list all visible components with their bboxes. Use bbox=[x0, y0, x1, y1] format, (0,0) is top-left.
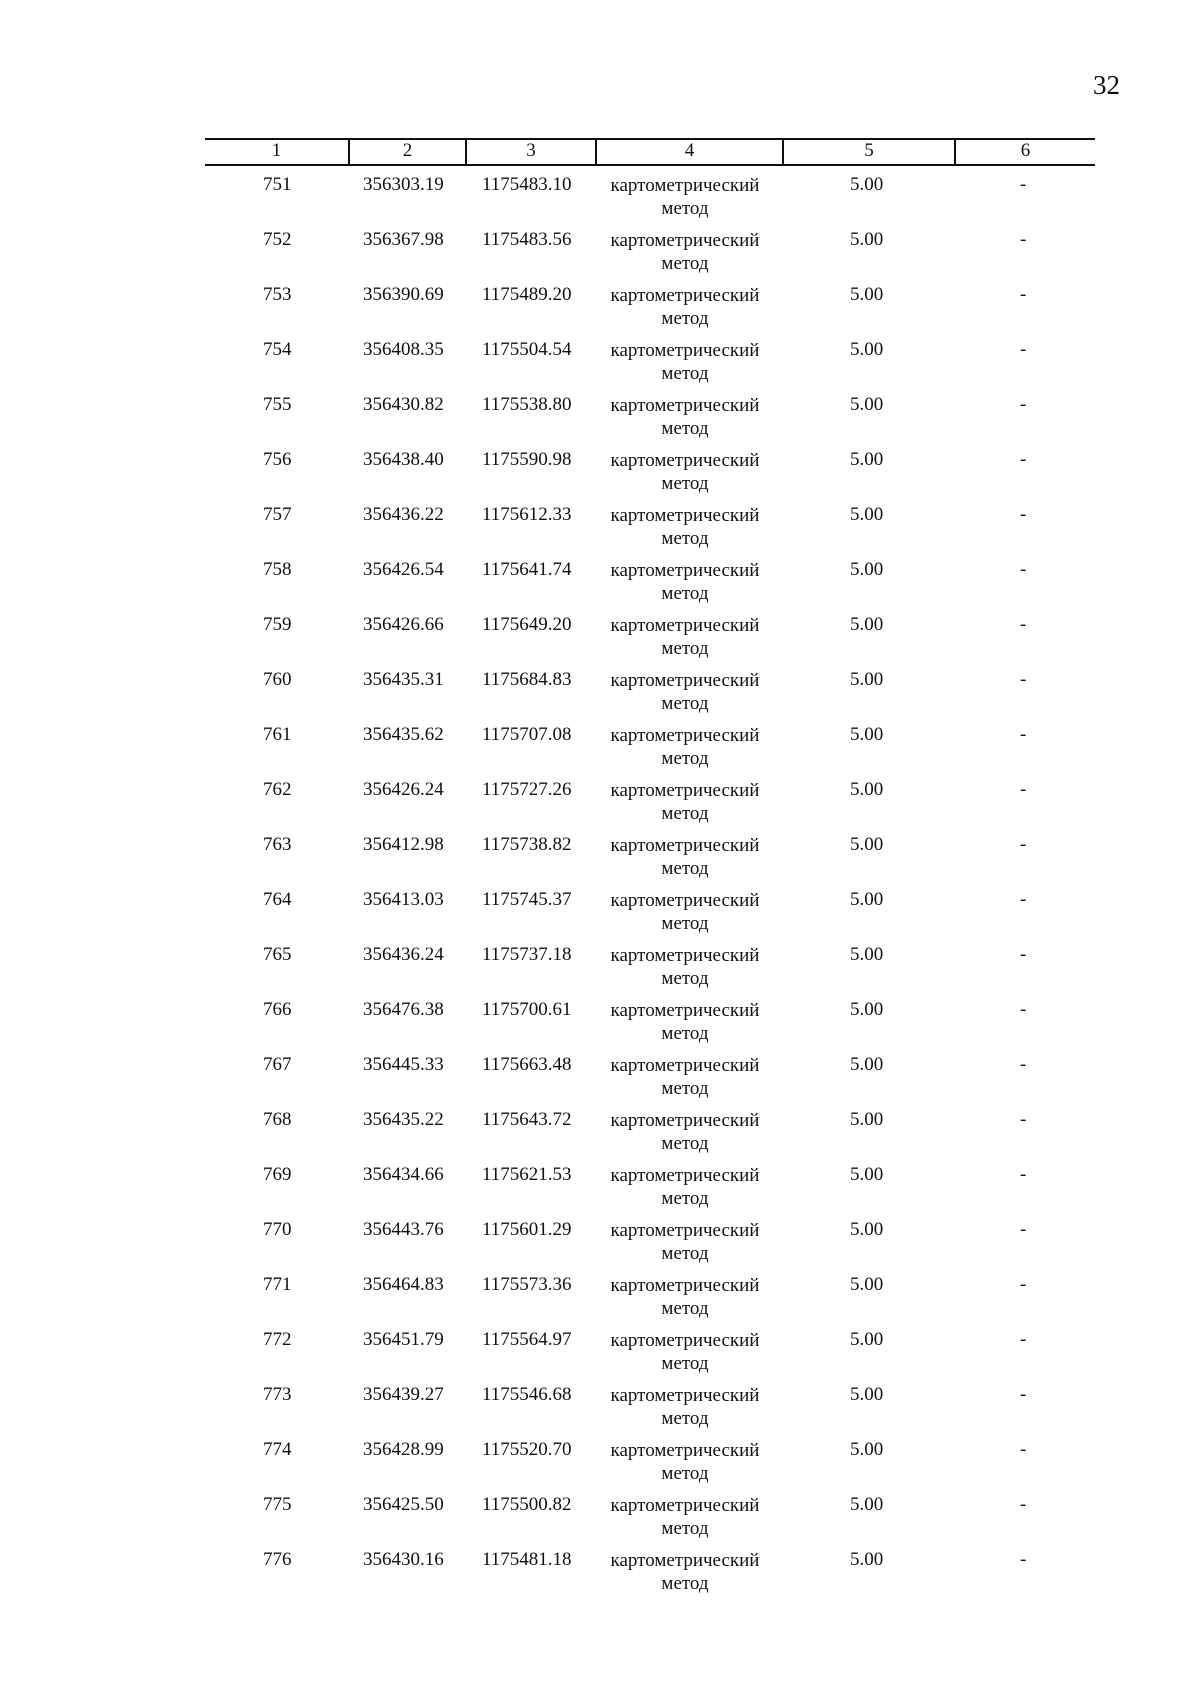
point-number: 761 bbox=[263, 724, 292, 745]
extra-value: - bbox=[1020, 559, 1027, 580]
accuracy-value: 5.00 bbox=[850, 614, 884, 635]
table-row bbox=[205, 1162, 1095, 1217]
table-row bbox=[205, 612, 1095, 667]
table-row bbox=[205, 227, 1095, 282]
extra-value: - bbox=[1020, 614, 1027, 635]
coordinate-y: 1175601.29 bbox=[482, 1219, 572, 1240]
point-number: 765 bbox=[263, 944, 292, 965]
accuracy-value: 5.00 bbox=[850, 1219, 884, 1240]
accuracy-value: 5.00 bbox=[850, 724, 884, 745]
accuracy-value: 5.00 bbox=[850, 1494, 884, 1515]
method-line-2: метод bbox=[661, 308, 709, 329]
coordinate-x: 356303.19 bbox=[363, 174, 444, 195]
method-line-2: метод bbox=[661, 1518, 709, 1539]
accuracy-value: 5.00 bbox=[850, 284, 884, 305]
coordinate-y: 1175483.10 bbox=[482, 174, 572, 195]
accuracy-value: 5.00 bbox=[850, 1384, 884, 1405]
method-line-2: метод bbox=[661, 363, 709, 384]
table-row bbox=[205, 1382, 1095, 1437]
accuracy-value: 5.00 bbox=[850, 944, 884, 965]
table-row bbox=[205, 667, 1095, 722]
method-line-1: картометрический bbox=[610, 1330, 760, 1351]
point-number: 760 bbox=[263, 669, 292, 690]
extra-value: - bbox=[1020, 1054, 1027, 1075]
method-line-2: метод bbox=[661, 803, 709, 824]
coordinate-y: 1175520.70 bbox=[482, 1439, 572, 1460]
coordinate-y: 1175745.37 bbox=[482, 889, 572, 910]
extra-value: - bbox=[1020, 394, 1027, 415]
coordinate-x: 356435.31 bbox=[363, 669, 444, 690]
method-line-2: метод bbox=[661, 1573, 709, 1594]
table-row bbox=[205, 392, 1095, 447]
coordinate-y: 1175483.56 bbox=[482, 229, 572, 250]
method-line-2: метод bbox=[661, 253, 709, 274]
method-line-1: картометрический bbox=[610, 1165, 760, 1186]
coordinate-y: 1175621.53 bbox=[482, 1164, 572, 1185]
point-number: 757 bbox=[263, 504, 292, 525]
point-number: 751 bbox=[263, 174, 292, 195]
coordinate-y: 1175590.98 bbox=[482, 449, 572, 470]
extra-value: - bbox=[1020, 1494, 1027, 1515]
table-row bbox=[205, 282, 1095, 337]
column-header-1: 1 bbox=[271, 140, 282, 161]
extra-value: - bbox=[1020, 944, 1027, 965]
coordinate-x: 356413.03 bbox=[363, 889, 444, 910]
coordinate-x: 356451.79 bbox=[363, 1329, 444, 1350]
extra-value: - bbox=[1020, 834, 1027, 855]
point-number: 770 bbox=[263, 1219, 292, 1240]
method-description bbox=[600, 1549, 770, 1595]
accuracy-value: 5.00 bbox=[850, 559, 884, 580]
point-number: 772 bbox=[263, 1329, 292, 1350]
page-number: 32 bbox=[1093, 70, 1120, 100]
coordinate-x: 356445.33 bbox=[363, 1054, 444, 1075]
table-row bbox=[205, 1327, 1095, 1382]
coordinate-y: 1175727.26 bbox=[482, 779, 572, 800]
extra-value: - bbox=[1020, 1109, 1027, 1130]
extra-value: - bbox=[1020, 449, 1027, 470]
method-line-1: картометрический bbox=[610, 560, 760, 581]
point-number: 768 bbox=[263, 1109, 292, 1130]
coordinate-x: 356434.66 bbox=[363, 1164, 444, 1185]
table-row bbox=[205, 832, 1095, 887]
coordinate-x: 356430.82 bbox=[363, 394, 444, 415]
method-line-2: метод bbox=[661, 1298, 709, 1319]
extra-value: - bbox=[1020, 174, 1027, 195]
method-line-1: картометрический bbox=[610, 945, 760, 966]
coordinate-x: 356426.24 bbox=[363, 779, 444, 800]
table-row bbox=[205, 1437, 1095, 1492]
point-number: 754 bbox=[263, 339, 292, 360]
method-line-2: метод bbox=[661, 1133, 709, 1154]
method-line-1: картометрический bbox=[610, 780, 760, 801]
accuracy-value: 5.00 bbox=[850, 174, 884, 195]
coordinate-x: 356408.35 bbox=[363, 339, 444, 360]
method-line-1: картометрический bbox=[610, 835, 760, 856]
coordinate-x: 356436.22 bbox=[363, 504, 444, 525]
extra-value: - bbox=[1020, 1439, 1027, 1460]
point-number: 769 bbox=[263, 1164, 292, 1185]
method-line-1: картометрический bbox=[610, 1000, 760, 1021]
method-line-2: метод bbox=[661, 198, 709, 219]
method-description bbox=[600, 394, 770, 440]
extra-value: - bbox=[1020, 284, 1027, 305]
accuracy-value: 5.00 bbox=[850, 779, 884, 800]
extra-value: - bbox=[1020, 724, 1027, 745]
coordinate-x: 356367.98 bbox=[363, 229, 444, 250]
method-description bbox=[600, 1219, 770, 1265]
table-row bbox=[205, 557, 1095, 612]
coordinate-y: 1175738.82 bbox=[482, 834, 572, 855]
method-description bbox=[600, 779, 770, 825]
extra-value: - bbox=[1020, 1384, 1027, 1405]
table-row bbox=[205, 1547, 1095, 1602]
coordinate-y: 1175504.54 bbox=[482, 339, 572, 360]
coordinate-y: 1175707.08 bbox=[482, 724, 572, 745]
point-number: 767 bbox=[263, 1054, 292, 1075]
coordinate-y: 1175573.36 bbox=[482, 1274, 572, 1295]
coordinate-y: 1175564.97 bbox=[482, 1329, 572, 1350]
accuracy-value: 5.00 bbox=[850, 1164, 884, 1185]
method-line-2: метод bbox=[661, 693, 709, 714]
method-line-2: метод bbox=[661, 968, 709, 989]
point-number: 763 bbox=[263, 834, 292, 855]
extra-value: - bbox=[1020, 999, 1027, 1020]
method-line-2: метод bbox=[661, 748, 709, 769]
accuracy-value: 5.00 bbox=[850, 394, 884, 415]
method-line-1: картометрический bbox=[610, 1055, 760, 1076]
column-header-6: 6 bbox=[954, 140, 1095, 164]
extra-value: - bbox=[1020, 669, 1027, 690]
method-line-2: метод bbox=[661, 583, 709, 604]
coordinate-y: 1175643.72 bbox=[482, 1109, 572, 1130]
table-body bbox=[205, 172, 1095, 1602]
accuracy-value: 5.00 bbox=[850, 834, 884, 855]
method-description bbox=[600, 999, 770, 1045]
accuracy-value: 5.00 bbox=[850, 889, 884, 910]
method-description bbox=[600, 1109, 770, 1155]
column-header-5: 5 bbox=[782, 140, 954, 164]
method-line-1: картометрический bbox=[610, 395, 760, 416]
accuracy-value: 5.00 bbox=[850, 504, 884, 525]
extra-value: - bbox=[1020, 1549, 1027, 1570]
table-row bbox=[205, 942, 1095, 997]
coordinate-y: 1175684.83 bbox=[482, 669, 572, 690]
method-line-1: картометрический bbox=[610, 230, 760, 251]
coordinate-x: 356412.98 bbox=[363, 834, 444, 855]
method-description bbox=[600, 174, 770, 220]
method-description bbox=[600, 1329, 770, 1375]
method-line-2: метод bbox=[661, 418, 709, 439]
table-row bbox=[205, 1272, 1095, 1327]
coordinate-x: 356436.24 bbox=[363, 944, 444, 965]
method-line-2: метод bbox=[661, 913, 709, 934]
table-row bbox=[205, 1107, 1095, 1162]
table-row bbox=[205, 172, 1095, 227]
method-line-2: метод bbox=[661, 1408, 709, 1429]
coordinate-x: 356438.40 bbox=[363, 449, 444, 470]
method-line-1: картометрический bbox=[610, 670, 760, 691]
coordinate-x: 356426.66 bbox=[363, 614, 444, 635]
point-number: 755 bbox=[263, 394, 292, 415]
method-description bbox=[600, 229, 770, 275]
extra-value: - bbox=[1020, 504, 1027, 525]
method-line-2: метод bbox=[661, 473, 709, 494]
accuracy-value: 5.00 bbox=[850, 449, 884, 470]
accuracy-value: 5.00 bbox=[850, 669, 884, 690]
method-line-1: картометрический bbox=[610, 615, 760, 636]
table-row bbox=[205, 447, 1095, 502]
coordinate-y: 1175489.20 bbox=[482, 284, 572, 305]
point-number: 774 bbox=[263, 1439, 292, 1460]
method-line-1: картометрический bbox=[610, 1550, 760, 1571]
method-description bbox=[600, 339, 770, 385]
method-line-1: картометрический bbox=[610, 340, 760, 361]
method-description bbox=[600, 559, 770, 605]
method-line-1: картометрический bbox=[610, 1495, 760, 1516]
extra-value: - bbox=[1020, 339, 1027, 360]
method-line-2: метод bbox=[661, 1243, 709, 1264]
coordinate-y: 1175649.20 bbox=[482, 614, 572, 635]
point-number: 752 bbox=[263, 229, 292, 250]
coordinate-x: 356443.76 bbox=[363, 1219, 444, 1240]
extra-value: - bbox=[1020, 779, 1027, 800]
method-line-2: метод bbox=[661, 1078, 709, 1099]
method-line-1: картометрический bbox=[610, 1220, 760, 1241]
coordinate-x: 356426.54 bbox=[363, 559, 444, 580]
table-row bbox=[205, 887, 1095, 942]
method-line-2: метод bbox=[661, 638, 709, 659]
method-description bbox=[600, 1164, 770, 1210]
point-number: 766 bbox=[263, 999, 292, 1020]
accuracy-value: 5.00 bbox=[850, 339, 884, 360]
coordinate-y: 1175612.33 bbox=[482, 504, 572, 525]
table-row bbox=[205, 722, 1095, 777]
method-line-1: картометрический bbox=[610, 1440, 760, 1461]
coordinate-x: 356390.69 bbox=[363, 284, 444, 305]
point-number: 758 bbox=[263, 559, 292, 580]
accuracy-value: 5.00 bbox=[850, 999, 884, 1020]
table-row bbox=[205, 997, 1095, 1052]
method-description bbox=[600, 1384, 770, 1430]
method-line-1: картометрический bbox=[610, 175, 760, 196]
method-description bbox=[600, 1439, 770, 1485]
column-header-3: 3 bbox=[465, 140, 595, 164]
table-row bbox=[205, 777, 1095, 832]
table-header bbox=[205, 138, 1095, 166]
accuracy-value: 5.00 bbox=[850, 229, 884, 250]
coordinate-y: 1175546.68 bbox=[482, 1384, 572, 1405]
coordinate-x: 356425.50 bbox=[363, 1494, 444, 1515]
method-description bbox=[600, 944, 770, 990]
coordinate-x: 356439.27 bbox=[363, 1384, 444, 1405]
method-description bbox=[600, 614, 770, 660]
point-number: 775 bbox=[263, 1494, 292, 1515]
method-description bbox=[600, 449, 770, 495]
method-line-1: картометрический bbox=[610, 285, 760, 306]
method-line-2: метод bbox=[661, 1463, 709, 1484]
method-description bbox=[600, 889, 770, 935]
extra-value: - bbox=[1020, 889, 1027, 910]
accuracy-value: 5.00 bbox=[850, 1439, 884, 1460]
method-description bbox=[600, 669, 770, 715]
extra-value: - bbox=[1020, 1164, 1027, 1185]
coordinate-x: 356435.22 bbox=[363, 1109, 444, 1130]
column-header-2: 2 bbox=[348, 140, 465, 164]
coordinate-y: 1175663.48 bbox=[482, 1054, 572, 1075]
point-number: 756 bbox=[263, 449, 292, 470]
accuracy-value: 5.00 bbox=[850, 1329, 884, 1350]
extra-value: - bbox=[1020, 1274, 1027, 1295]
method-line-2: метод bbox=[661, 858, 709, 879]
accuracy-value: 5.00 bbox=[850, 1109, 884, 1130]
method-line-1: картометрический bbox=[610, 1275, 760, 1296]
coordinate-y: 1175737.18 bbox=[482, 944, 572, 965]
method-description bbox=[600, 724, 770, 770]
point-number: 762 bbox=[263, 779, 292, 800]
method-description bbox=[600, 284, 770, 330]
method-description bbox=[600, 504, 770, 550]
point-number: 753 bbox=[263, 284, 292, 305]
table-row bbox=[205, 1492, 1095, 1547]
coordinate-y: 1175641.74 bbox=[482, 559, 572, 580]
accuracy-value: 5.00 bbox=[850, 1274, 884, 1295]
point-number: 759 bbox=[263, 614, 292, 635]
table-row bbox=[205, 502, 1095, 557]
method-line-1: картометрический bbox=[610, 725, 760, 746]
method-line-1: картометрический bbox=[610, 1385, 760, 1406]
coordinate-y: 1175538.80 bbox=[482, 394, 572, 415]
accuracy-value: 5.00 bbox=[850, 1054, 884, 1075]
method-line-1: картометрический bbox=[610, 1110, 760, 1131]
extra-value: - bbox=[1020, 1219, 1027, 1240]
point-number: 764 bbox=[263, 889, 292, 910]
method-description bbox=[600, 1054, 770, 1100]
table-row bbox=[205, 1052, 1095, 1107]
column-header-4: 4 bbox=[595, 140, 782, 164]
method-description bbox=[600, 834, 770, 880]
accuracy-value: 5.00 bbox=[850, 1549, 884, 1570]
extra-value: - bbox=[1020, 229, 1027, 250]
method-line-1: картометрический bbox=[610, 890, 760, 911]
coordinate-x: 356428.99 bbox=[363, 1439, 444, 1460]
method-line-1: картометрический bbox=[610, 450, 760, 471]
method-line-2: метод bbox=[661, 1023, 709, 1044]
method-line-2: метод bbox=[661, 1353, 709, 1374]
coordinate-y: 1175500.82 bbox=[482, 1494, 572, 1515]
table-row bbox=[205, 1217, 1095, 1272]
method-line-2: метод bbox=[661, 528, 709, 549]
coordinate-y: 1175481.18 bbox=[482, 1549, 572, 1570]
coordinate-y: 1175700.61 bbox=[482, 999, 572, 1020]
extra-value: - bbox=[1020, 1329, 1027, 1350]
coordinate-x: 356435.62 bbox=[363, 724, 444, 745]
method-description bbox=[600, 1494, 770, 1540]
coordinate-x: 356464.83 bbox=[363, 1274, 444, 1295]
method-description bbox=[600, 1274, 770, 1320]
point-number: 776 bbox=[263, 1549, 292, 1570]
coordinate-x: 356476.38 bbox=[363, 999, 444, 1020]
method-line-1: картометрический bbox=[610, 505, 760, 526]
point-number: 773 bbox=[263, 1384, 292, 1405]
method-line-2: метод bbox=[661, 1188, 709, 1209]
table-row bbox=[205, 337, 1095, 392]
coordinate-x: 356430.16 bbox=[363, 1549, 444, 1570]
point-number: 771 bbox=[263, 1274, 292, 1295]
